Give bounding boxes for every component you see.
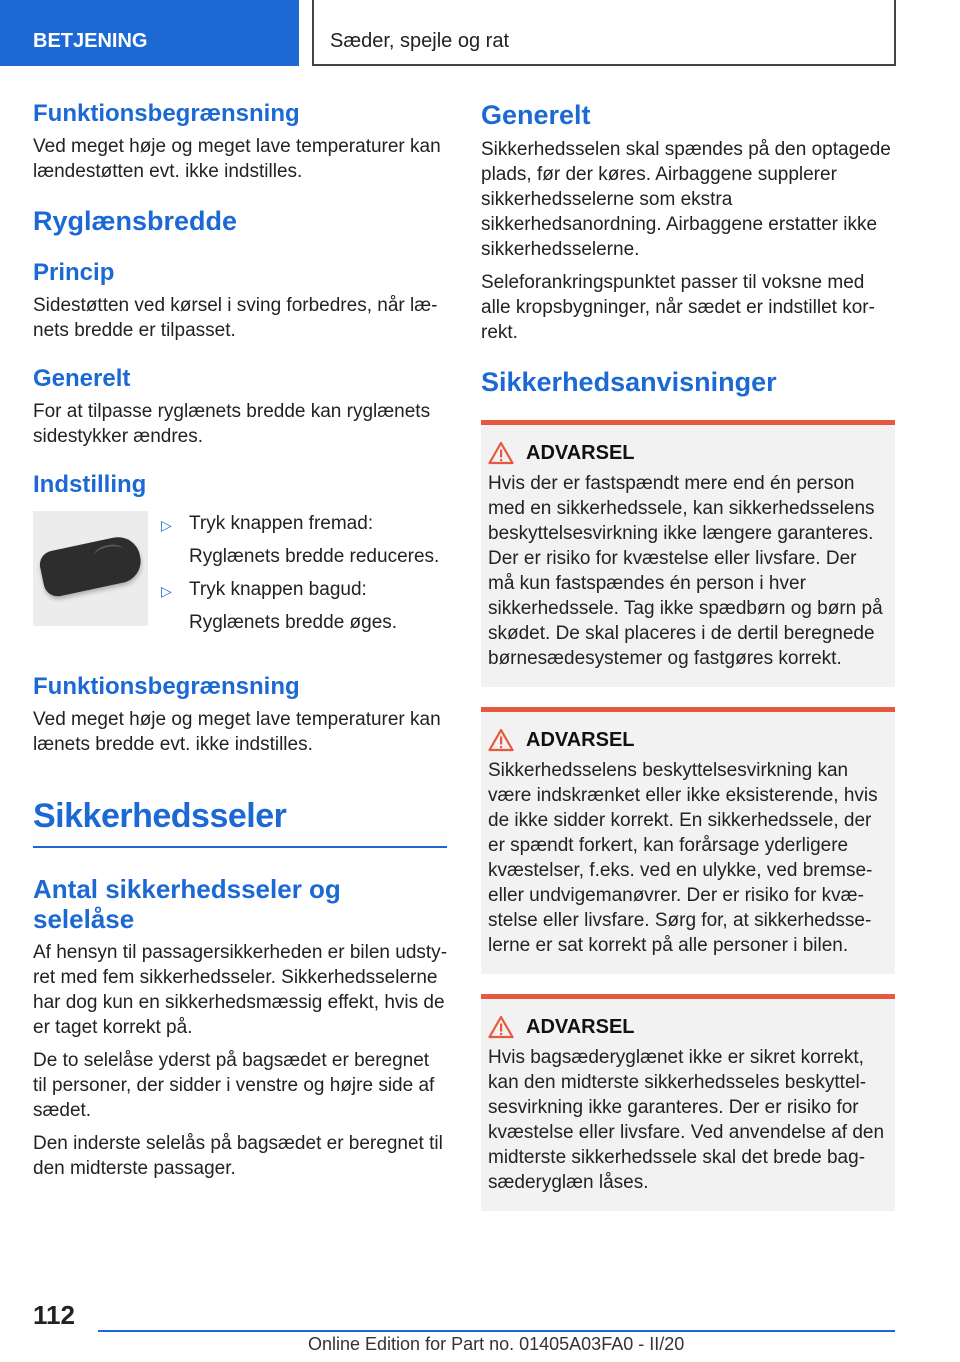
- heading-function-limit-2: Funktionsbegrænsning: [33, 673, 300, 700]
- page-number: 112: [33, 1300, 75, 1330]
- section-tab: BETJENING: [0, 0, 299, 66]
- paragraph-function-limit-1: Ved meget høje og meget lave temperaturer kan lændestøtten evt. ikke indstilles.: [33, 136, 441, 182]
- list-item: [161, 511, 447, 569]
- paragraph-general-left: For at tilpasse ryglænets bredde kan ryglænets sidestykker ændres.: [33, 401, 431, 447]
- warning-triangle-icon: [488, 1015, 514, 1039]
- heading-general-right: Generelt: [481, 100, 591, 130]
- setting-block: [33, 511, 447, 643]
- paragraph-function-limit-2: Ved meget høje og meget lave temperaturer kan lænets bredde evt. ikke indstilles.: [33, 709, 441, 755]
- warning-text: Hvis bagsæderyglænet ikke er sikret korrekt, kan den midterste sikkerhedsseles beskyttelsesvirkning ikke garanteres. Der er risiko for kvæstelse eller livsfare. Ved anvendelse af den midterste sikkerhedssele skal det brede bagsæderyglæn låses.: [488, 1047, 885, 1193]
- backrest-width-button-image: [33, 511, 148, 626]
- chapter-title: Sæder, spejle og rat: [312, 0, 896, 66]
- warning-text: Sikkerhedsselens beskyttelsesvirkning kan være indskrænket eller ikke eksisterende, hvis de ikke sidder korrekt. En sikkerhedssele, der er spændt forkert, kan forårsage yderligere kvæstelser, f.eks. ved en ulykke, ved bremse- eller undvigemanøvrer. Der er risiko for kvæstelse eller livsfare. Sørg for, at sikkerhedsselerne er sat korrekt på alle personer i bilen.: [488, 760, 878, 956]
- triangle-bullet-icon: ▷: [161, 583, 172, 599]
- left-column: [33, 100, 447, 1181]
- warning-triangle-icon: [488, 441, 514, 465]
- warning-box: [481, 994, 895, 1211]
- warning-title: ADVARSEL: [526, 441, 635, 464]
- heading-belt-count: Antal sikkerhedsseler og selelåse: [33, 874, 341, 934]
- right-column: [481, 100, 895, 1211]
- step-result: Ryglænets bredde øges.: [189, 612, 398, 633]
- paragraph-belt-count-2: De to selelåse yderst på bagsædet er beregnet til personer, der sidder i venstre og højre side af sædet.: [33, 1050, 435, 1121]
- warning-triangle-icon: [488, 728, 514, 752]
- heading-safety-notes: Sikkerhedsanvisninger: [481, 367, 777, 397]
- step-result: Ryglænets bredde reduceres.: [189, 546, 440, 567]
- paragraph-general-right-1: Sikkerhedsselen skal spændes på den optagede plads, før der køres. Airbaggene supplerer sikkerhedsselerne som ekstra sikkerhedsanordning. Airbaggene erstatter ikke sikkerhedsselerne.: [481, 139, 891, 260]
- setting-steps: [161, 511, 447, 643]
- heading-setting: Indstilling: [33, 471, 147, 498]
- heading-principle: Princip: [33, 259, 115, 286]
- warning-title: ADVARSEL: [526, 728, 635, 751]
- button-knob-icon: [37, 533, 144, 599]
- heading-seat-belts: Sikkerhedsseler: [33, 797, 447, 848]
- warning-box: [481, 707, 895, 974]
- footer-divider: [98, 1330, 895, 1332]
- heading-general-left: Generelt: [33, 365, 131, 392]
- footer-edition: Online Edition for Part no. 01405A03FA0 - II/20: [308, 1334, 685, 1354]
- paragraph-principle: Sidestøtten ved kørsel i sving forbedres, når lænets bredde er tilpasset.: [33, 295, 438, 341]
- warning-title: ADVARSEL: [526, 1015, 635, 1038]
- warning-text: Hvis der er fastspændt mere end én person med en sikkerhedssele, kan sikkerhedsselens beskyttelsesvirkning ikke længere garanteres. Der er risiko for kvæstelse eller livsfare. Der må kun fastspændes én person i hver sikkerhedssele. Tag ikke spædbørn og børn på skødet. De skal placeres i de dertil beregnede børnesædesystemer og fastgøres korrekt.: [488, 473, 883, 669]
- step-action: Tryk knappen fremad:: [189, 513, 374, 534]
- triangle-bullet-icon: ▷: [161, 517, 172, 533]
- paragraph-belt-count-3: Den inderste selelås på bagsædet er beregnet til den midterste passager.: [33, 1133, 443, 1179]
- step-action: Tryk knappen bagud:: [189, 579, 367, 600]
- paragraph-belt-count-1: Af hensyn til passagersikkerheden er bilen udstyret med fem sikkerhedsseler. Sikkerhedsselerne har dog kun en sikkerhedsmæssig effekt, hvis de er taget korrekt på.: [33, 942, 448, 1038]
- warning-box: [481, 420, 895, 687]
- heading-function-limit-1: Funktionsbegrænsning: [33, 100, 300, 127]
- paragraph-general-right-2: Seleforankringspunktet passer til voksne med alle kropsbygninger, når sædet er indstillet korrekt.: [481, 272, 875, 343]
- heading-backrest-width: Ryglænsbredde: [33, 206, 238, 236]
- list-item: [161, 577, 447, 635]
